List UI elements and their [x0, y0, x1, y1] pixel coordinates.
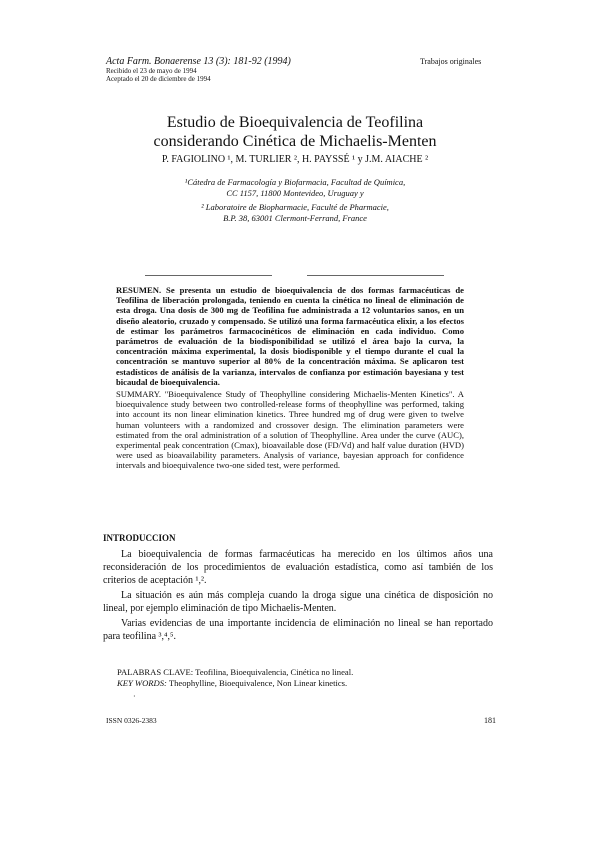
intro-paragraph: La situación es aún más compleja cuando la droga sigue una cinética de disposición no lineal, por ejemplo eliminación de tipo Michaelis-Menten.	[103, 590, 493, 614]
affiliation-2-line-2: B.P. 38, 63001 Clermont-Ferrand, France	[223, 213, 367, 223]
affiliation-2	[100, 202, 490, 224]
summary-text: SUMMARY. "Bioequivalence Study of Theophylline considering Michaelis-Menten Kinetics". A bioequivalence study between two controlled-release forms of theophylline was performed, taking into account its non linear elimination kinetics. Three hundred mg of drug were given to twelve human volunteers with a randomized and crossover design. The elimination parameters were estimated from the oral administration of a solution of Theophylline. Area under the curve (AUC), experimental peak concentration (Cmax), bioavailable dose (FD/Vd) and half value duration (HVD) were used as bioavailability parameters. Analysis of variance, bayesian approach for confidence intervals and bioequivalence two-one sided test, were performed.	[116, 389, 464, 471]
keywords-block	[117, 667, 477, 689]
intro-paragraph: Varias evidencias de una importante incidencia de eliminación no lineal se han reportado para teofilina ³,⁴,⁵.	[103, 618, 493, 642]
section-label: Trabajos originales	[420, 57, 482, 66]
keywords-en-text: Theophylline, Bioequivalence, Non Linear kinetics.	[168, 678, 348, 688]
title-line-1: Estudio de Bioequivalencia de Teofilina	[166, 114, 424, 131]
article-title	[100, 113, 490, 151]
footnote-mark: ·	[133, 692, 136, 701]
author-list: P. FAGIOLINO ¹, M. TURLIER ², H. PAYSSÉ ¹ y J.M. AIACHE ²	[161, 154, 429, 165]
journal-header	[106, 56, 291, 83]
affiliation-2-line-1: ² Laboratoire de Biopharmacie, Faculté de Pharmacie,	[201, 202, 389, 212]
issn-number: ISSN 0326-2383	[106, 716, 157, 725]
divider-right	[307, 275, 444, 276]
keywords-en	[117, 678, 477, 689]
page-number: 181	[484, 716, 496, 725]
resumen-text: RESUMEN. Se presenta un estudio de bioequivalencia de dos formas farmacéuticas de Teofilina de liberación prolongada, teniendo en cuenta la cinética no lineal de eliminación de esta droga. Una dosis de 300 mg de Teofilina fue administrada a 12 voluntarios sanos, en un diseño aleatorio, cruzado y compensado. Se utilizó una forma farmacéutica elixir, a los efectos de estimar los parámetros farmacocinéticos de eliminación en cada individuo. Como parámetros de evaluación de la biodisponibilidad se utilizó el área bajo la curva, la concentración máxima experimental, la dosis biodisponible y el tiempo durante el cual la concentración se mantuvo superior al 80% de la concentración máxima. Se aplicaron test estadísticos de análisis de la varianza, intervalos de confianza por estimación bayesiana y test bicaudal de bioequivalencia.	[116, 285, 464, 387]
keywords-es-label: PALABRAS CLAVE:	[117, 667, 194, 677]
accepted-date: Aceptado el 20 de diciembre de 1994	[106, 75, 211, 83]
keywords-es	[117, 667, 477, 678]
keywords-es-text: Teofilina, Bioequivalencia, Cinética no lineal.	[195, 667, 354, 677]
affiliation-1	[100, 177, 490, 199]
divider-left	[145, 275, 272, 276]
keywords-en-label: KEY WORDS:	[117, 678, 167, 688]
intro-paragraph: La bioequivalencia de formas farmacéuticas ha merecido en los últimos años una reconsideración de los procedimientos de evaluación estadística, como así también de los criterios de aceptación ¹,².	[103, 549, 493, 586]
affiliation-1-line-1: ¹Cátedra de Farmacología y Biofarmacia, Facultad de Química,	[184, 177, 406, 187]
title-line-2: considerando Cinética de Michaelis-Menten	[153, 133, 437, 150]
journal-citation: Acta Farm. Bonaerense 13 (3): 181-92 (1994)	[106, 56, 291, 67]
received-date: Recibido el 23 de mayo de 1994	[106, 67, 197, 75]
abstract-block	[116, 285, 464, 471]
section-heading-introduccion: INTRODUCCION	[103, 533, 176, 543]
affiliation-1-line-2: CC 1157, 11800 Montevideo, Uruguay y	[226, 188, 364, 198]
intro-body	[103, 548, 493, 645]
